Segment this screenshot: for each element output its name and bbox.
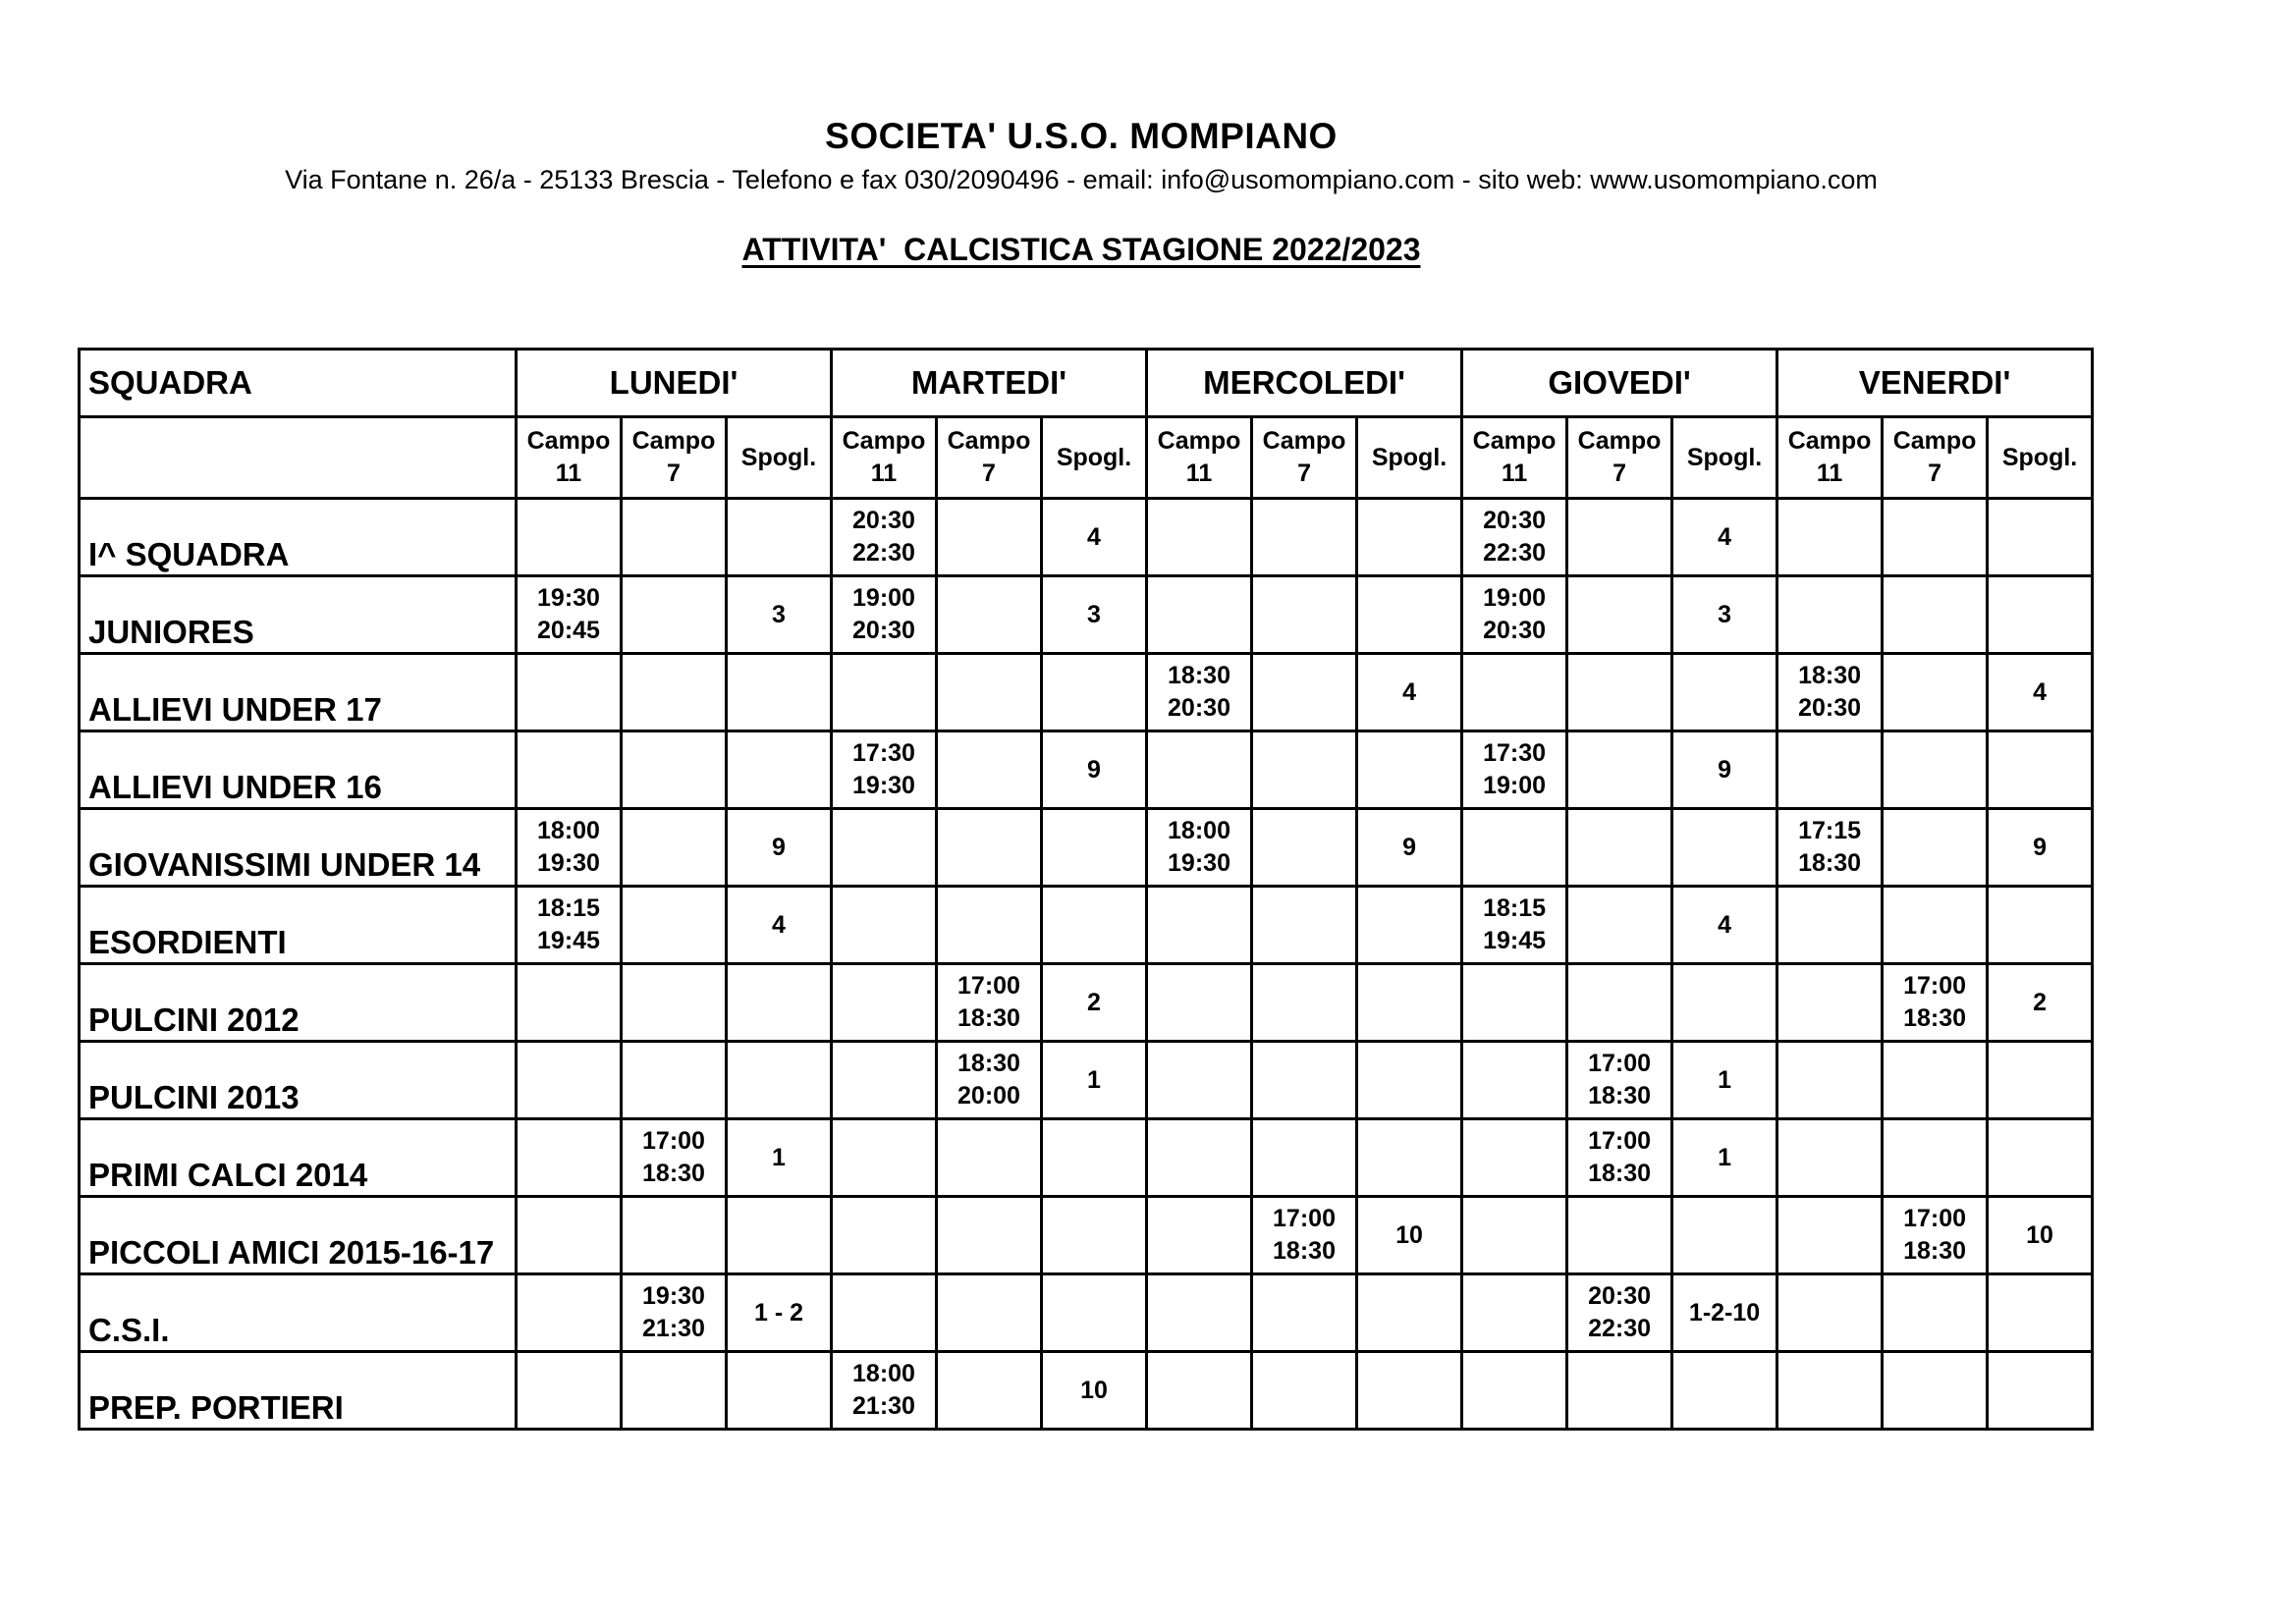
- schedule-cell-friday-campo-11: [1777, 1274, 1883, 1352]
- schedule-cell-friday-campo-7: [1883, 1274, 1988, 1352]
- schedule-cell-wednesday-campo-7: [1252, 576, 1357, 654]
- subheader-friday-campo-7: [1883, 417, 1988, 499]
- schedule-cell-value: 3: [772, 600, 786, 628]
- schedule-cell-value: 17:00 18:30: [957, 972, 1020, 1032]
- schedule-cell-friday-campo-11: [1777, 809, 1883, 887]
- schedule-cell-wednesday-spogliatoio: [1357, 731, 1462, 809]
- schedule-cell-wednesday-campo-11: [1147, 1352, 1252, 1430]
- schedule-cell-wednesday-campo-11: [1147, 731, 1252, 809]
- schedule-cell-tuesday-spogliatoio: [1042, 887, 1147, 964]
- subheader-label: Spogl.: [1371, 443, 1448, 471]
- schedule-cell-monday-spogliatoio: [727, 1197, 832, 1274]
- schedule-cell-wednesday-spogliatoio: [1357, 499, 1462, 576]
- schedule-cell-tuesday-campo-7: [937, 576, 1042, 654]
- subheader-label: Campo 11: [842, 427, 926, 487]
- table-row: [80, 1042, 2093, 1119]
- subheader-friday-campo-11: [1777, 417, 1883, 499]
- schedule-cell-friday-campo-11: [1777, 1042, 1883, 1119]
- schedule-cell-friday-spogliatoio: [1988, 1352, 2093, 1430]
- schedule-cell-thursday-campo-7: [1567, 809, 1672, 887]
- schedule-cell-value: 18:15 19:45: [537, 894, 600, 954]
- schedule-cell-friday-spogliatoio: [1988, 654, 2093, 731]
- schedule-cell-monday-campo-11: [517, 1042, 622, 1119]
- schedule-cell-thursday-spogliatoio: [1672, 1042, 1777, 1119]
- schedule-cell-thursday-campo-7: [1567, 1042, 1672, 1119]
- day-header-row: [80, 350, 2093, 417]
- schedule-cell-value: 18:30 20:30: [1798, 662, 1862, 722]
- schedule-cell-thursday-campo-11: [1462, 731, 1567, 809]
- schedule-cell-tuesday-campo-7: [937, 731, 1042, 809]
- schedule-cell-wednesday-spogliatoio: [1357, 1042, 1462, 1119]
- schedule-cell-tuesday-campo-11: [832, 499, 937, 576]
- schedule-cell-monday-campo-11: [517, 809, 622, 887]
- schedule-cell-thursday-campo-11: [1462, 809, 1567, 887]
- schedule-cell-wednesday-campo-11: [1147, 887, 1252, 964]
- schedule-cell-wednesday-campo-11: [1147, 964, 1252, 1042]
- schedule-cell-monday-spogliatoio: [727, 654, 832, 731]
- schedule-cell-tuesday-campo-11: [832, 964, 937, 1042]
- subheader-tuesday-campo-11: [832, 417, 937, 499]
- subheader-label: Campo 7: [1262, 427, 1346, 487]
- schedule-cell-wednesday-spogliatoio: [1357, 1119, 1462, 1197]
- schedule-cell-value: 1: [1087, 1065, 1101, 1094]
- schedule-cell-monday-spogliatoio: [727, 1352, 832, 1430]
- schedule-cell-wednesday-campo-7: [1252, 1119, 1357, 1197]
- table-row: [80, 731, 2093, 809]
- schedule-cell-wednesday-spogliatoio: [1357, 1197, 1462, 1274]
- schedule-cell-friday-campo-7: [1883, 964, 1988, 1042]
- team-column-header: SQUADRA: [80, 350, 517, 417]
- schedule-cell-wednesday-campo-11: [1147, 1197, 1252, 1274]
- schedule-cell-wednesday-spogliatoio: [1357, 1274, 1462, 1352]
- schedule-cell-thursday-campo-11: [1462, 1197, 1567, 1274]
- subheader-label: Campo 7: [947, 427, 1031, 487]
- schedule-cell-monday-campo-7: [622, 1119, 727, 1197]
- schedule-cell-monday-campo-7: [622, 887, 727, 964]
- subheader-label: Campo 7: [631, 427, 716, 487]
- schedule-cell-monday-campo-11: [517, 964, 622, 1042]
- schedule-cell-friday-campo-11: [1777, 576, 1883, 654]
- team-name-cell: PULCINI 2012: [80, 964, 517, 1042]
- schedule-cell-monday-campo-7: [622, 1274, 727, 1352]
- schedule-cell-tuesday-campo-11: [832, 731, 937, 809]
- subheader-label: Spogl.: [740, 443, 817, 471]
- schedule-cell-friday-campo-11: [1777, 1197, 1883, 1274]
- schedule-cell-friday-campo-11: [1777, 964, 1883, 1042]
- schedule-cell-thursday-campo-7: [1567, 499, 1672, 576]
- schedule-cell-thursday-campo-7: [1567, 887, 1672, 964]
- subheader-label: Campo 7: [1892, 427, 1977, 487]
- schedule-cell-tuesday-campo-11: [832, 1197, 937, 1274]
- day-header-tuesday: MARTEDI': [832, 350, 1147, 417]
- schedule-cell-monday-spogliatoio: [727, 1042, 832, 1119]
- schedule-cell-value: 18:00 19:30: [537, 817, 600, 877]
- schedule-cell-monday-campo-11: [517, 1119, 622, 1197]
- schedule-cell-value: 20:30 22:30: [1483, 507, 1547, 567]
- schedule-cell-value: 4: [1087, 522, 1101, 551]
- season-heading: [0, 232, 2162, 268]
- subheader-label: Campo 11: [526, 427, 611, 487]
- schedule-cell-tuesday-campo-7: [937, 1352, 1042, 1430]
- schedule-cell-value: 17:30 19:00: [1483, 739, 1547, 799]
- schedule-cell-value: 19:00 20:30: [1483, 584, 1547, 644]
- schedule-cell-thursday-spogliatoio: [1672, 1119, 1777, 1197]
- table-row: [80, 1197, 2093, 1274]
- schedule-cell-wednesday-campo-11: [1147, 576, 1252, 654]
- schedule-cell-value: 1 - 2: [753, 1298, 804, 1326]
- schedule-cell-friday-campo-11: [1777, 1119, 1883, 1197]
- schedule-cell-friday-spogliatoio: [1988, 499, 2093, 576]
- schedule-cell-friday-spogliatoio: [1988, 1197, 2093, 1274]
- schedule-cell-value: 1: [772, 1143, 786, 1171]
- day-header-thursday: GIOVEDI': [1462, 350, 1777, 417]
- schedule-cell-friday-spogliatoio: [1988, 731, 2093, 809]
- schedule-cell-value: 18:00 19:30: [1168, 817, 1230, 877]
- club-address: Via Fontane n. 26/a - 25133 Brescia - Telefono e fax 030/2090496 - email: info@usomompiano.com - sito web: www.usomompiano.com: [285, 165, 1878, 194]
- schedule-cell-wednesday-campo-11: [1147, 809, 1252, 887]
- schedule-cell-friday-spogliatoio: [1988, 1119, 2093, 1197]
- schedule-cell-value: 2: [2033, 988, 2048, 1016]
- schedule-cell-value: 1: [1718, 1143, 1731, 1171]
- day-header-friday: VENERDI': [1777, 350, 2093, 417]
- schedule-cell-monday-campo-7: [622, 1042, 727, 1119]
- table-row: [80, 964, 2093, 1042]
- schedule-cell-thursday-campo-7: [1567, 1274, 1672, 1352]
- schedule-cell-friday-spogliatoio: [1988, 1274, 2093, 1352]
- schedule-cell-value: 9: [1402, 833, 1416, 861]
- schedule-cell-friday-campo-7: [1883, 1119, 1988, 1197]
- schedule-cell-thursday-campo-7: [1567, 1119, 1672, 1197]
- schedule-cell-wednesday-campo-11: [1147, 499, 1252, 576]
- schedule-cell-value: 4: [772, 910, 786, 939]
- schedule-cell-wednesday-campo-7: [1252, 499, 1357, 576]
- schedule-cell-tuesday-campo-11: [832, 809, 937, 887]
- schedule-cell-value: 18:30 20:00: [957, 1050, 1020, 1110]
- schedule-cell-friday-campo-7: [1883, 576, 1988, 654]
- schedule-cell-tuesday-spogliatoio: [1042, 1197, 1147, 1274]
- schedule-cell-thursday-spogliatoio: [1672, 1352, 1777, 1430]
- schedule-cell-value: 17:15 18:30: [1798, 817, 1862, 877]
- schedule-cell-wednesday-campo-11: [1147, 1042, 1252, 1119]
- subheader-thursday-spogliatoio: [1672, 417, 1777, 499]
- subheader-monday-spogliatoio: [727, 417, 832, 499]
- schedule-cell-thursday-spogliatoio: [1672, 964, 1777, 1042]
- subheader-label: Campo 11: [1472, 427, 1557, 487]
- schedule-cell-friday-campo-11: [1777, 654, 1883, 731]
- team-name-cell: ESORDIENTI: [80, 887, 517, 964]
- schedule-cell-value: 4: [2033, 677, 2048, 706]
- schedule-cell-tuesday-campo-11: [832, 1274, 937, 1352]
- schedule-cell-value: 9: [2033, 833, 2048, 861]
- schedule-cell-friday-campo-7: [1883, 731, 1988, 809]
- schedule-cell-thursday-campo-11: [1462, 499, 1567, 576]
- schedule-cell-value: 10: [1080, 1376, 1108, 1404]
- schedule-cell-friday-spogliatoio: [1988, 887, 2093, 964]
- schedule-cell-thursday-campo-11: [1462, 1119, 1567, 1197]
- team-name-cell: PULCINI 2013: [80, 1042, 517, 1119]
- schedule-cell-thursday-spogliatoio: [1672, 809, 1777, 887]
- team-name-cell: PICCOLI AMICI 2015-16-17: [80, 1197, 517, 1274]
- schedule-cell-monday-campo-11: [517, 731, 622, 809]
- subheader-monday-campo-11: [517, 417, 622, 499]
- team-name-cell: ALLIEVI UNDER 16: [80, 731, 517, 809]
- schedule-cell-wednesday-campo-11: [1147, 1119, 1252, 1197]
- schedule-cell-monday-campo-11: [517, 1274, 622, 1352]
- schedule-cell-tuesday-campo-11: [832, 1352, 937, 1430]
- subheader-monday-campo-7: [622, 417, 727, 499]
- team-name-cell: GIOVANISSIMI UNDER 14: [80, 809, 517, 887]
- schedule-cell-tuesday-spogliatoio: [1042, 1352, 1147, 1430]
- schedule-cell-value: 19:30 20:45: [537, 584, 600, 644]
- subheader-tuesday-campo-7: [937, 417, 1042, 499]
- schedule-cell-value: 9: [772, 833, 786, 861]
- day-header-monday: LUNEDI': [517, 350, 832, 417]
- schedule-cell-thursday-spogliatoio: [1672, 887, 1777, 964]
- team-name-cell: JUNIORES: [80, 576, 517, 654]
- subheader-thursday-campo-11: [1462, 417, 1567, 499]
- schedule-cell-wednesday-campo-7: [1252, 887, 1357, 964]
- schedule-cell-thursday-campo-11: [1462, 887, 1567, 964]
- schedule-cell-friday-campo-7: [1883, 887, 1988, 964]
- schedule-cell-friday-campo-7: [1883, 1197, 1988, 1274]
- schedule-cell-monday-campo-7: [622, 809, 727, 887]
- schedule-cell-tuesday-spogliatoio: [1042, 1119, 1147, 1197]
- schedule-cell-thursday-campo-11: [1462, 1274, 1567, 1352]
- schedule-cell-monday-spogliatoio: [727, 499, 832, 576]
- schedule-cell-friday-campo-11: [1777, 731, 1883, 809]
- schedule-cell-friday-campo-7: [1883, 654, 1988, 731]
- subheader-thursday-campo-7: [1567, 417, 1672, 499]
- schedule-cell-tuesday-campo-11: [832, 1119, 937, 1197]
- schedule-cell-thursday-campo-7: [1567, 576, 1672, 654]
- schedule-cell-monday-spogliatoio: [727, 1119, 832, 1197]
- schedule-cell-value: 18:30 20:30: [1168, 662, 1230, 722]
- schedule-cell-thursday-campo-11: [1462, 654, 1567, 731]
- schedule-cell-wednesday-spogliatoio: [1357, 809, 1462, 887]
- team-name-cell: ALLIEVI UNDER 17: [80, 654, 517, 731]
- schedule-cell-thursday-spogliatoio: [1672, 731, 1777, 809]
- schedule-cell-thursday-campo-7: [1567, 731, 1672, 809]
- schedule-cell-thursday-spogliatoio: [1672, 1274, 1777, 1352]
- schedule-cell-value: 18:15 19:45: [1483, 894, 1547, 954]
- subheader-wednesday-campo-11: [1147, 417, 1252, 499]
- schedule-cell-friday-campo-11: [1777, 499, 1883, 576]
- schedule-cell-monday-spogliatoio: [727, 964, 832, 1042]
- schedule-cell-friday-spogliatoio: [1988, 809, 2093, 887]
- season-heading-text: ATTIVITA' CALCISTICA STAGIONE 2022/2023: [741, 232, 1421, 267]
- schedule-cell-wednesday-campo-7: [1252, 1042, 1357, 1119]
- schedule-cell-value: 20:30 22:30: [852, 507, 915, 567]
- schedule-cell-friday-spogliatoio: [1988, 1042, 2093, 1119]
- table-row: [80, 1119, 2093, 1197]
- schedule-cell-value: 1: [1718, 1065, 1731, 1094]
- schedule-cell-value: 9: [1718, 755, 1731, 784]
- schedule-cell-monday-spogliatoio: [727, 731, 832, 809]
- subheader-wednesday-spogliatoio: [1357, 417, 1462, 499]
- schedule-cell-tuesday-spogliatoio: [1042, 809, 1147, 887]
- schedule-cell-monday-campo-7: [622, 654, 727, 731]
- subheader-label: Spogl.: [1686, 443, 1763, 471]
- schedule-cell-value: 17:00 18:30: [1903, 1205, 1967, 1265]
- schedule-cell-monday-campo-7: [622, 576, 727, 654]
- schedule-cell-wednesday-spogliatoio: [1357, 1352, 1462, 1430]
- schedule-cell-value: 4: [1718, 910, 1731, 939]
- schedule-cell-friday-spogliatoio: [1988, 964, 2093, 1042]
- schedule-cell-thursday-spogliatoio: [1672, 654, 1777, 731]
- table-row: [80, 654, 2093, 731]
- table-row: [80, 809, 2093, 887]
- schedule-cell-value: 1-2-10: [1688, 1298, 1761, 1326]
- table-row: [80, 576, 2093, 654]
- schedule-cell-value: 18:00 21:30: [852, 1360, 915, 1420]
- schedule-cell-value: 17:00 18:30: [1588, 1050, 1652, 1110]
- schedule-cell-tuesday-campo-7: [937, 1042, 1042, 1119]
- table-row: [80, 1274, 2093, 1352]
- schedule-cell-wednesday-campo-7: [1252, 731, 1357, 809]
- schedule-cell-value: 17:00 18:30: [642, 1127, 705, 1187]
- schedule-cell-thursday-campo-11: [1462, 576, 1567, 654]
- schedule-cell-friday-campo-11: [1777, 887, 1883, 964]
- team-name-cell: PREP. PORTIERI: [80, 1352, 517, 1430]
- schedule-cell-value: 17:30 19:30: [852, 739, 915, 799]
- schedule-cell-wednesday-spogliatoio: [1357, 576, 1462, 654]
- subheader-tuesday-spogliatoio: [1042, 417, 1147, 499]
- subheader-label: Campo 11: [1787, 427, 1872, 487]
- schedule-cell-tuesday-spogliatoio: [1042, 1042, 1147, 1119]
- subheader-row: [80, 417, 2093, 499]
- schedule-cell-value: 3: [1718, 600, 1731, 628]
- schedule-cell-monday-campo-11: [517, 499, 622, 576]
- table-row: [80, 499, 2093, 576]
- schedule-cell-tuesday-campo-11: [832, 1042, 937, 1119]
- schedule-cell-value: 2: [1087, 988, 1101, 1016]
- schedule-cell-wednesday-campo-7: [1252, 1197, 1357, 1274]
- schedule-cell-value: 4: [1718, 522, 1731, 551]
- schedule-cell-value: 17:00 18:30: [1903, 972, 1967, 1032]
- schedule-cell-tuesday-campo-7: [937, 499, 1042, 576]
- schedule-cell-thursday-spogliatoio: [1672, 1197, 1777, 1274]
- schedule-cell-thursday-campo-7: [1567, 964, 1672, 1042]
- subheader-label: Spogl.: [2001, 443, 2078, 471]
- schedule-cell-wednesday-campo-7: [1252, 964, 1357, 1042]
- schedule-cell-monday-spogliatoio: [727, 1274, 832, 1352]
- schedule-cell-friday-campo-7: [1883, 809, 1988, 887]
- schedule-cell-tuesday-campo-7: [937, 1119, 1042, 1197]
- table-row: [80, 1352, 2093, 1430]
- schedule-cell-value: 17:00 18:30: [1273, 1205, 1336, 1265]
- subheader-label: Spogl.: [1056, 443, 1132, 471]
- schedule-cell-value: 10: [2026, 1220, 2053, 1249]
- day-header-wednesday: MERCOLEDI': [1147, 350, 1462, 417]
- schedule-cell-wednesday-spogliatoio: [1357, 654, 1462, 731]
- schedule-cell-thursday-campo-11: [1462, 964, 1567, 1042]
- schedule-cell-friday-campo-7: [1883, 1352, 1988, 1430]
- subheader-wednesday-campo-7: [1252, 417, 1357, 499]
- schedule-cell-thursday-spogliatoio: [1672, 499, 1777, 576]
- schedule-cell-friday-campo-7: [1883, 499, 1988, 576]
- subheader-friday-spogliatoio: [1988, 417, 2093, 499]
- schedule-cell-value: 17:00 18:30: [1588, 1127, 1652, 1187]
- schedule-cell-friday-campo-7: [1883, 1042, 1988, 1119]
- schedule-cell-wednesday-campo-7: [1252, 809, 1357, 887]
- schedule-cell-value: 19:30 21:30: [642, 1282, 705, 1342]
- schedule-cell-monday-campo-11: [517, 887, 622, 964]
- schedule-cell-thursday-campo-11: [1462, 1042, 1567, 1119]
- schedule-cell-tuesday-campo-7: [937, 809, 1042, 887]
- schedule-cell-tuesday-campo-11: [832, 654, 937, 731]
- team-name-cell: PRIMI CALCI 2014: [80, 1119, 517, 1197]
- schedule-cell-value: 19:00 20:30: [852, 584, 915, 644]
- schedule-cell-tuesday-spogliatoio: [1042, 654, 1147, 731]
- schedule-cell-monday-spogliatoio: [727, 576, 832, 654]
- subheader-label: Campo 11: [1157, 427, 1241, 487]
- schedule-cell-thursday-campo-7: [1567, 654, 1672, 731]
- schedule-cell-monday-campo-7: [622, 731, 727, 809]
- schedule-cell-thursday-campo-7: [1567, 1197, 1672, 1274]
- training-schedule-table: [78, 348, 2094, 1431]
- schedule-cell-wednesday-spogliatoio: [1357, 964, 1462, 1042]
- schedule-cell-wednesday-spogliatoio: [1357, 887, 1462, 964]
- schedule-cell-wednesday-campo-11: [1147, 654, 1252, 731]
- schedule-cell-thursday-campo-7: [1567, 1352, 1672, 1430]
- schedule-cell-friday-campo-11: [1777, 1352, 1883, 1430]
- schedule-cell-value: 9: [1087, 755, 1101, 784]
- schedule-cell-tuesday-campo-11: [832, 576, 937, 654]
- schedule-cell-tuesday-spogliatoio: [1042, 1274, 1147, 1352]
- schedule-cell-monday-campo-7: [622, 1197, 727, 1274]
- schedule-cell-value: 20:30 22:30: [1588, 1282, 1652, 1342]
- schedule-cell-monday-campo-7: [622, 499, 727, 576]
- schedule-cell-monday-spogliatoio: [727, 809, 832, 887]
- subheader-blank-cell: [80, 417, 517, 499]
- schedule-cell-monday-campo-11: [517, 1352, 622, 1430]
- table-row: [80, 887, 2093, 964]
- team-name-cell: I^ SQUADRA: [80, 499, 517, 576]
- schedule-cell-friday-spogliatoio: [1988, 576, 2093, 654]
- schedule-cell-tuesday-spogliatoio: [1042, 499, 1147, 576]
- schedule-cell-monday-campo-11: [517, 654, 622, 731]
- schedule-cell-value: 3: [1087, 600, 1101, 628]
- schedule-cell-monday-campo-11: [517, 1197, 622, 1274]
- subheader-label: Campo 7: [1577, 427, 1662, 487]
- schedule-cell-tuesday-campo-11: [832, 887, 937, 964]
- schedule-cell-tuesday-spogliatoio: [1042, 576, 1147, 654]
- schedule-cell-value: 10: [1395, 1220, 1423, 1249]
- schedule-cell-monday-campo-7: [622, 1352, 727, 1430]
- schedule-cell-thursday-campo-11: [1462, 1352, 1567, 1430]
- schedule-cell-wednesday-campo-7: [1252, 1352, 1357, 1430]
- schedule-cell-monday-campo-7: [622, 964, 727, 1042]
- schedule-cell-tuesday-campo-7: [937, 887, 1042, 964]
- schedule-cell-monday-campo-11: [517, 576, 622, 654]
- schedule-cell-wednesday-campo-7: [1252, 654, 1357, 731]
- schedule-cell-tuesday-campo-7: [937, 1274, 1042, 1352]
- schedule-cell-wednesday-campo-11: [1147, 1274, 1252, 1352]
- schedule-cell-value: 4: [1402, 677, 1416, 706]
- schedule-cell-tuesday-campo-7: [937, 654, 1042, 731]
- schedule-cell-thursday-spogliatoio: [1672, 576, 1777, 654]
- schedule-cell-tuesday-spogliatoio: [1042, 731, 1147, 809]
- club-title: SOCIETA' U.S.O. MOMPIANO: [825, 116, 1338, 156]
- schedule-cell-wednesday-campo-7: [1252, 1274, 1357, 1352]
- schedule-cell-tuesday-campo-7: [937, 1197, 1042, 1274]
- schedule-cell-tuesday-spogliatoio: [1042, 964, 1147, 1042]
- team-name-cell: C.S.I.: [80, 1274, 517, 1352]
- schedule-cell-tuesday-campo-7: [937, 964, 1042, 1042]
- schedule-cell-monday-spogliatoio: [727, 887, 832, 964]
